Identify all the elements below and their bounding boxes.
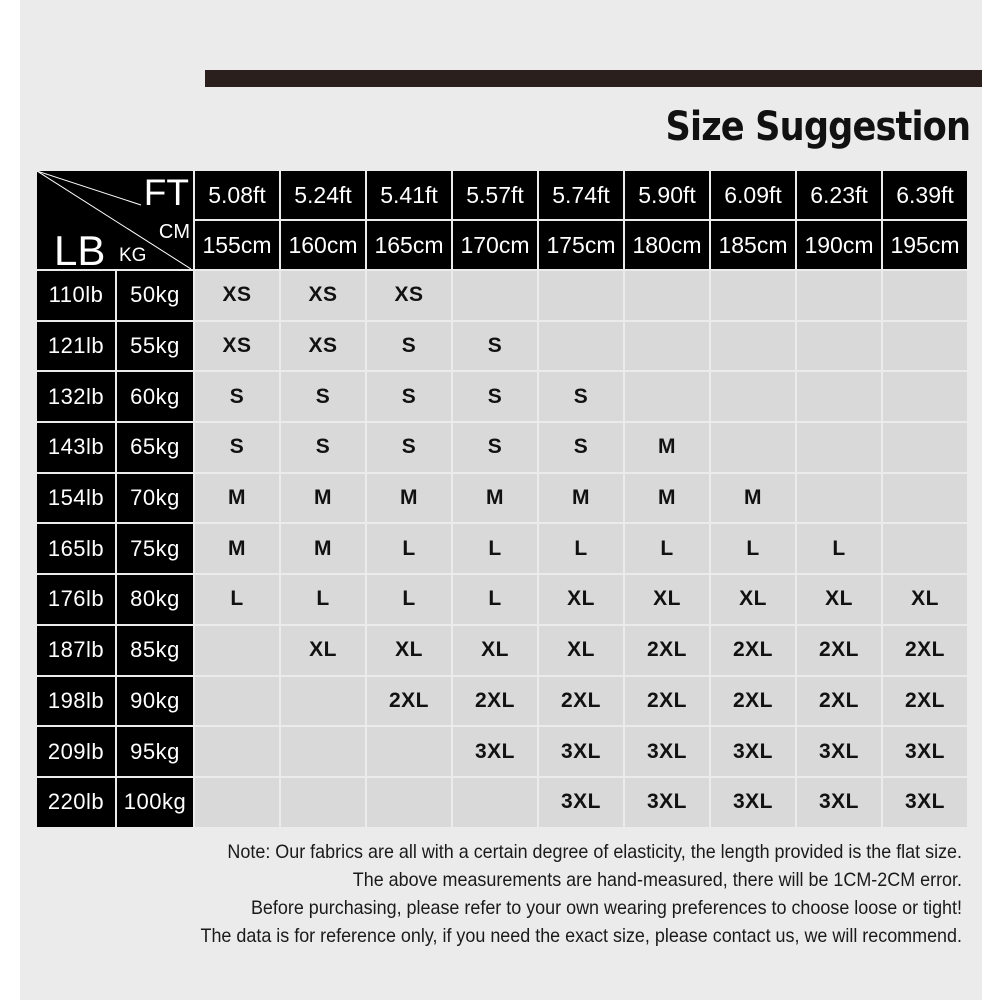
weight-kg-header: 85kg [117,626,193,675]
size-cell [883,524,967,573]
weight-kg-header: 80kg [117,575,193,624]
size-cell: M [367,474,451,523]
size-cell: 3XL [883,727,967,776]
size-cell: 3XL [625,778,709,827]
height-cm-header: 175cm [539,221,623,269]
height-cm-header: 170cm [453,221,537,269]
size-cell: L [195,575,279,624]
size-cell: S [195,423,279,472]
height-ft-header: 6.09ft [711,171,795,219]
height-cm-header: 165cm [367,221,451,269]
size-cell: XL [539,626,623,675]
size-cell [195,626,279,675]
size-cell: 3XL [797,778,881,827]
weight-kg-header: 50kg [117,271,193,320]
size-cell: L [453,524,537,573]
height-cm-header: 160cm [281,221,365,269]
page-title: Size Suggestion [665,104,970,150]
size-cell [711,322,795,371]
size-cell: S [453,372,537,421]
weight-lb-header: 209lb [37,727,115,776]
height-ft-header: 5.57ft [453,171,537,219]
weight-lb-header: 143lb [37,423,115,472]
size-cell [281,778,365,827]
size-cell: 3XL [539,778,623,827]
size-cell: 2XL [625,677,709,726]
weight-lb-header: 132lb [37,372,115,421]
weight-lb-header: 176lb [37,575,115,624]
size-cell: 3XL [797,727,881,776]
size-cell: M [711,474,795,523]
size-cell: 2XL [625,626,709,675]
size-cell [797,271,881,320]
size-cell: S [539,372,623,421]
size-cell: M [453,474,537,523]
size-cell [711,372,795,421]
weight-lb-header: 154lb [37,474,115,523]
size-cell [195,727,279,776]
weight-kg-header: 70kg [117,474,193,523]
height-ft-header: 5.74ft [539,171,623,219]
size-cell [883,474,967,523]
size-cell: M [281,524,365,573]
size-cell: M [539,474,623,523]
size-cell [883,322,967,371]
size-cell: XS [367,271,451,320]
size-cell: 2XL [539,677,623,726]
size-cell: L [367,524,451,573]
height-cm-header: 185cm [711,221,795,269]
height-ft-header: 5.41ft [367,171,451,219]
size-cell [711,423,795,472]
size-cell: XL [883,575,967,624]
size-cell: L [367,575,451,624]
size-cell: S [281,372,365,421]
height-ft-header: 5.90ft [625,171,709,219]
note-line: The above measurements are hand-measured, there will be 1CM-2CM error. [352,869,962,891]
top-accent-bar [205,70,982,87]
size-cell: 2XL [711,677,795,726]
size-cell: XL [625,575,709,624]
size-cell [539,271,623,320]
note-line: Before purchasing, please refer to your own wearing preferences to choose loose or tight! [250,897,963,919]
weight-kg-header: 95kg [117,727,193,776]
size-table [37,171,967,827]
size-cell: S [367,322,451,371]
size-cell [797,322,881,371]
size-cell: XL [281,626,365,675]
size-cell [367,778,451,827]
size-cell: S [453,322,537,371]
size-cell [539,322,623,371]
size-cell: 3XL [883,778,967,827]
size-cell: L [625,524,709,573]
size-cell [281,727,365,776]
note-line: Note: Our fabrics are all with a certain degree of elasticity, the length provided is the flat size. [227,841,963,863]
size-cell: M [625,474,709,523]
size-cell: L [711,524,795,573]
size-cell: 2XL [797,677,881,726]
size-cell: S [453,423,537,472]
size-cell: 2XL [883,626,967,675]
corner-lb-label: LB [54,227,106,274]
weight-kg-header: 60kg [117,372,193,421]
weight-kg-header: 90kg [117,677,193,726]
size-cell: S [367,423,451,472]
note-line: The data is for reference only, if you need the exact size, please contact us, we will recommend. [200,925,962,947]
size-cell: L [281,575,365,624]
size-cell [711,271,795,320]
weight-lb-header: 110lb [37,271,115,320]
size-cell: XL [539,575,623,624]
size-cell: M [281,474,365,523]
height-ft-header: 5.08ft [195,171,279,219]
corner-kg-label: KG [119,245,147,266]
corner-cm-label: CM [158,221,190,243]
size-cell: 3XL [711,778,795,827]
size-cell [883,423,967,472]
size-cell: 2XL [711,626,795,675]
size-cell [883,372,967,421]
size-cell [195,677,279,726]
size-cell: 3XL [453,727,537,776]
size-cell: XS [281,271,365,320]
height-ft-header: 5.24ft [281,171,365,219]
size-cell: XL [453,626,537,675]
size-cell: 2XL [453,677,537,726]
size-cell: XL [367,626,451,675]
height-ft-header: 6.39ft [883,171,967,219]
height-cm-header: 195cm [883,221,967,269]
size-cell: L [797,524,881,573]
corner-header [37,171,193,274]
size-cell: L [539,524,623,573]
size-cell [453,778,537,827]
size-cell [625,271,709,320]
weight-lb-header: 165lb [37,524,115,573]
weight-kg-header: 65kg [117,423,193,472]
size-cell [453,271,537,320]
size-cell: 2XL [797,626,881,675]
size-cell: M [195,474,279,523]
weight-lb-header: 121lb [37,322,115,371]
weight-lb-header: 187lb [37,626,115,675]
size-cell: M [625,423,709,472]
size-cell: 2XL [367,677,451,726]
size-cell: XS [195,271,279,320]
size-cell: XS [281,322,365,371]
size-cell [797,423,881,472]
weight-kg-header: 75kg [117,524,193,573]
size-cell: S [539,423,623,472]
height-cm-header: 155cm [195,221,279,269]
size-cell [367,727,451,776]
size-cell: XL [797,575,881,624]
weight-lb-header: 220lb [37,778,115,827]
size-cell [281,677,365,726]
size-cell [625,322,709,371]
weight-kg-header: 55kg [117,322,193,371]
size-cell: XL [711,575,795,624]
notes [134,838,962,950]
size-cell: L [453,575,537,624]
size-cell: 3XL [711,727,795,776]
size-cell [625,372,709,421]
size-cell: XS [195,322,279,371]
size-cell: S [367,372,451,421]
size-cell: 3XL [625,727,709,776]
height-cm-header: 180cm [625,221,709,269]
size-cell [797,372,881,421]
weight-lb-header: 198lb [37,677,115,726]
size-cell: M [195,524,279,573]
corner-ft-label: FT [143,172,189,213]
size-cell [195,778,279,827]
size-cell: 3XL [539,727,623,776]
size-cell [797,474,881,523]
size-cell: S [281,423,365,472]
height-cm-header: 190cm [797,221,881,269]
size-cell: S [195,372,279,421]
weight-kg-header: 100kg [117,778,193,827]
height-ft-header: 6.23ft [797,171,881,219]
size-cell: 2XL [883,677,967,726]
size-cell [883,271,967,320]
